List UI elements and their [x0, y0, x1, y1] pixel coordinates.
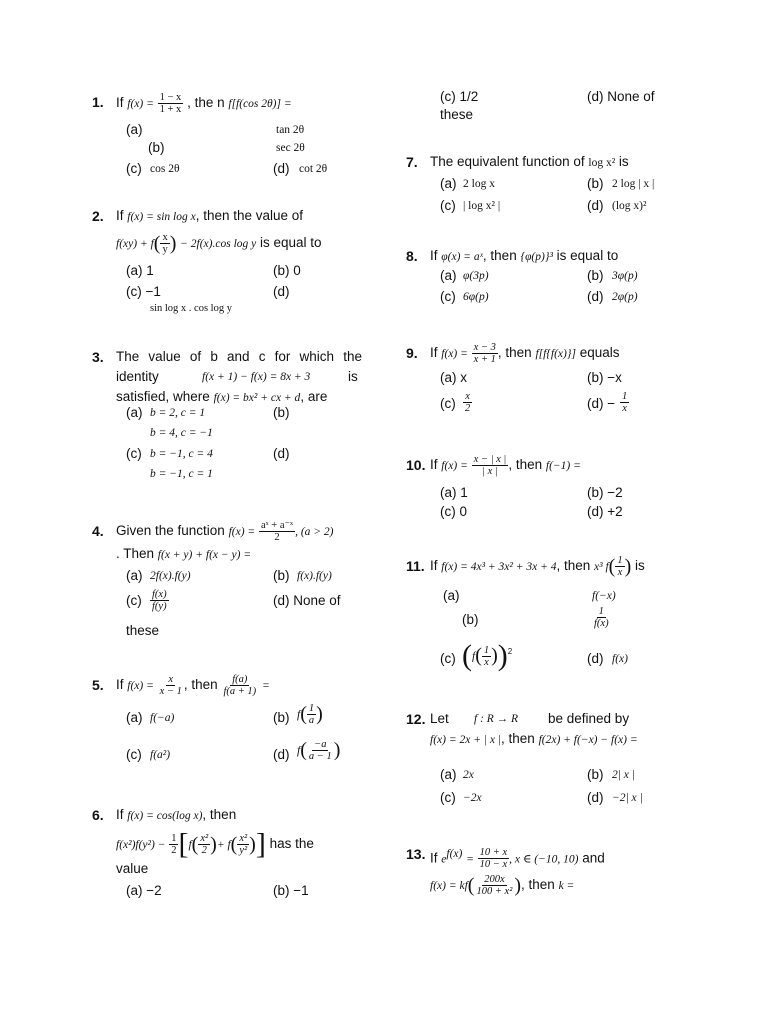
option-b-value: f( $\frac{1}{a}$ ): [297, 703, 323, 726]
option-c-label[interactable]: (c): [440, 396, 456, 411]
text: If: [116, 677, 124, 692]
option-d[interactable]: (d) None of: [587, 89, 655, 104]
question-13: 13. If $e^{f(x)}$ = $\frac{10 + x}{10 - x}$ , x ∈ (−10, 10) and f(x) = kf( $\frac{200x}{\text{100 + x²}}$ ), then k =: [430, 840, 690, 902]
math: e: [441, 853, 447, 866]
math: f(x) = 2x + | x |: [430, 734, 502, 746]
question-number: 9.: [406, 345, 418, 361]
option-d-label[interactable]: (d): [587, 651, 604, 666]
fraction: $\frac{f(a)}{f(a + 1)}$: [223, 673, 257, 697]
option-b-label[interactable]: (b): [462, 612, 479, 627]
text: , are: [300, 389, 328, 404]
text: , then: [202, 807, 237, 822]
question-number: 6.: [92, 807, 104, 823]
text: is: [618, 154, 629, 169]
option-d-label[interactable]: (d): [273, 284, 290, 299]
math: =: [261, 680, 270, 692]
option-d-value: f(x): [612, 653, 628, 665]
option-a[interactable]: (a) −2: [126, 883, 162, 898]
text: Let: [430, 711, 449, 726]
option-b-label[interactable]: (b): [273, 405, 290, 420]
question-1: [92, 92, 366, 115]
fraction: $\frac{1 - x}{1 + x}$: [159, 92, 182, 115]
math: f(2x) + f(−x) − f(x) =: [538, 734, 638, 746]
option-d-continued: these: [440, 107, 474, 122]
option-c-label[interactable]: (c): [126, 593, 142, 608]
math: x³ f: [594, 561, 609, 573]
math: f[f{f(x)}]: [535, 348, 576, 360]
option-b[interactable]: (b) −1: [273, 883, 309, 898]
option-a-label[interactable]: (a): [126, 710, 143, 725]
option-c-label[interactable]: (c): [126, 446, 142, 461]
option-b-value: f(x).f(y): [297, 570, 332, 582]
question-8: [406, 246, 690, 266]
text: , then: [183, 677, 218, 692]
text: is equal to: [260, 235, 322, 250]
fraction: $\frac{10 + x}{10 - x}$: [479, 847, 508, 871]
question-number: 11.: [406, 558, 425, 574]
option-c-value: cos 2θ: [150, 163, 180, 175]
fraction: $\frac{x}{y}$: [162, 231, 168, 255]
text: , then: [497, 345, 532, 360]
math: f(x) =: [228, 526, 256, 538]
text: satisfied, where: [116, 389, 210, 404]
fraction: $\frac{200x}{\text{100 + x²}}$: [476, 873, 513, 897]
text: If: [430, 850, 438, 866]
option-c-value: 6φ(p): [463, 291, 489, 303]
question-7: [406, 152, 690, 172]
option-b-value: 2| x |: [612, 769, 635, 781]
question-12: [406, 709, 676, 749]
fraction: $\frac{1}{x}$: [617, 554, 623, 578]
option-b[interactable]: (b) −2: [587, 485, 623, 500]
option-b-label[interactable]: (b): [587, 767, 604, 782]
option-b-label[interactable]: (b): [587, 268, 604, 283]
math: {φ(p)}³: [520, 251, 553, 263]
option-d-value: cot 2θ: [299, 163, 328, 175]
text: is equal to: [556, 248, 619, 263]
option-a-value: 2 log x: [463, 178, 495, 190]
text: , the n: [187, 95, 225, 111]
option-b-value: b = 4, c = −1: [150, 427, 213, 439]
option-d-value: 2φ(p): [612, 291, 638, 303]
option-c-label[interactable]: (c): [126, 747, 142, 762]
text: has the: [269, 836, 314, 851]
text: If: [430, 558, 438, 573]
option-d-continued: these: [126, 623, 160, 638]
option-c-value: $\frac{f(x)}{f(y)}$: [152, 589, 167, 612]
math: f: [188, 839, 192, 851]
question-number: 4.: [92, 523, 104, 539]
math: φ(x) = aˣ: [441, 251, 483, 263]
text: If: [116, 95, 124, 111]
option-d-value: f( $\frac{-a}{a - 1}$ ): [297, 739, 341, 762]
math: + f: [216, 839, 231, 851]
option-c-value: (f( $\frac{1}{x}$ ))$^2$: [462, 639, 513, 672]
option-c-value: | log x² |: [463, 200, 501, 212]
math: f[f(cos 2θ)] =: [228, 98, 292, 111]
option-a[interactable]: (a) 1: [126, 263, 154, 278]
fraction: $\frac{1}{2}$: [171, 832, 177, 856]
math: f(x) = sin log x: [127, 211, 196, 223]
text: If: [430, 457, 438, 472]
math: f(x²)f(y²) −: [116, 839, 166, 851]
option-a-label[interactable]: (a): [440, 176, 457, 191]
option-c-value: $\frac{x}{2}$: [465, 391, 471, 414]
option-d-value: −2| x |: [612, 792, 643, 804]
question-number: 10.: [406, 457, 426, 473]
option-a-value: φ(3p): [463, 270, 489, 282]
option-d-label[interactable]: (d) −: [587, 396, 616, 411]
math: f(x) =: [441, 460, 468, 472]
option-d-value: (log x)²: [612, 200, 647, 212]
option-a-value: b = 2, c = 1: [150, 407, 206, 419]
math: f(x + y) + f(x − y) =: [157, 549, 252, 561]
option-d-value: $\frac{1}{x}$: [622, 391, 628, 414]
question-3: [92, 347, 362, 407]
option-d-label[interactable]: (d): [273, 161, 290, 176]
question-number: 2.: [92, 208, 104, 224]
option-b-label[interactable]: (b): [587, 176, 604, 191]
option-c-label[interactable]: (c): [440, 198, 456, 213]
question-number: 1.: [92, 94, 104, 110]
math: f(x) = kf: [430, 880, 468, 892]
question-number: 7.: [406, 154, 418, 170]
option-d[interactable]: (d) None of: [273, 593, 341, 608]
fraction: $\frac{x - | x |}{| x |}$: [473, 453, 507, 477]
text: , then the value of: [195, 208, 304, 223]
math: f(−1) =: [545, 460, 581, 472]
fraction: $\frac{x}{x - 1}$: [159, 673, 182, 697]
option-c-value: b = −1, c = 4: [150, 448, 213, 460]
option-c-label[interactable]: (c): [126, 161, 142, 176]
option-b[interactable]: (b) 0: [273, 263, 301, 278]
option-d-label[interactable]: (d): [587, 790, 604, 805]
option-a[interactable]: (a) 1: [440, 485, 468, 500]
option-c-value: f(a²): [150, 749, 171, 761]
question-number: 3.: [92, 349, 104, 365]
math: f(x + 1) − f(x) = 8x + 3: [202, 371, 311, 383]
question-4: [92, 518, 366, 564]
option-c[interactable]: (c) 1/2: [440, 89, 479, 104]
option-a-value: 2x: [463, 769, 474, 781]
option-c-label[interactable]: (c): [440, 289, 456, 304]
question-5: [92, 672, 366, 698]
option-c[interactable]: (c) −1: [126, 284, 161, 299]
option-d-label[interactable]: (d): [273, 747, 290, 762]
text: , then: [521, 877, 555, 892]
text: value: [116, 861, 149, 876]
question-2: 2. If f(x) = sin log x, then the value of f(xy) + f( $\frac{x}{y}$ ) − 2f(x).cos log y is equal to: [92, 208, 322, 255]
option-a-label[interactable]: (a): [126, 405, 143, 420]
text: , then: [556, 558, 591, 573]
text: and: [582, 850, 605, 866]
question-6: 6. If f(x) = cos(log x), then f(x²)f(y²) − $\frac{1}{2}$ [f( $\frac{\text{x²}}{2}$ )+ f( $\frac{\text{x²}}{\text{y²}}$ )] has the value: [92, 807, 314, 876]
text: be defined by: [548, 711, 630, 726]
math: f(x) = 4x³ + 3x² + 3x + 4: [441, 561, 557, 573]
math: log x²: [588, 157, 616, 169]
math: f(x) =: [127, 680, 154, 692]
option-d-label[interactable]: (d): [587, 289, 604, 304]
option-a-value: tan 2θ: [276, 124, 305, 136]
math: , (a > 2): [295, 526, 334, 538]
option-d-value: sin log x . cos log y: [150, 303, 232, 314]
question-9: [406, 340, 690, 366]
option-d-value: b = −1, c = 1: [150, 468, 213, 480]
text: identity: [116, 369, 159, 384]
math: =: [466, 853, 474, 866]
question-number: 13.: [406, 846, 426, 862]
text: , then: [508, 457, 543, 472]
question-number: 12.: [406, 711, 426, 727]
text: If: [430, 248, 438, 263]
text: equals: [579, 345, 620, 360]
option-b-value: sec 2θ: [276, 142, 305, 154]
option-c-label[interactable]: (c): [440, 790, 456, 805]
text: The equivalent function of: [430, 154, 585, 169]
option-a-label[interactable]: (a): [126, 122, 143, 137]
math: f(xy) + f: [116, 238, 154, 250]
option-a-value: f(−a): [150, 712, 175, 724]
option-b-label[interactable]: (b): [148, 140, 165, 155]
math: f(x) =: [127, 98, 154, 111]
text: . Then: [116, 546, 155, 561]
math: f(x): [446, 848, 463, 860]
math: f(x) =: [441, 348, 468, 360]
option-d-label[interactable]: (d): [587, 198, 604, 213]
question-number: 5.: [92, 677, 104, 693]
fraction: $\frac{\text{aˣ + a⁻ˣ}}{2}$: [260, 519, 294, 543]
option-c[interactable]: (c) 0: [440, 504, 467, 519]
text: The value of b and c for which the: [116, 349, 362, 364]
option-d[interactable]: (d) +2: [587, 504, 623, 519]
math: , x ∈ (−10, 10): [509, 853, 579, 866]
text: If: [430, 345, 438, 360]
option-a-value: f(−x): [592, 590, 616, 602]
option-b[interactable]: (b) −x: [587, 370, 622, 385]
text: , then: [482, 248, 517, 263]
math: f : R → R: [474, 713, 519, 725]
text: Given the function: [116, 523, 225, 538]
option-b-value: $\frac{1}{f(x)}$: [594, 606, 609, 629]
option-d-label[interactable]: (d): [273, 446, 290, 461]
option-b-label[interactable]: (b): [273, 710, 290, 725]
option-b-value: 2 log | x |: [612, 178, 655, 190]
option-b-value: 3φ(p): [612, 270, 638, 282]
option-a-label[interactable]: (a): [440, 268, 457, 283]
question-11: 11. If f(x) = 4x³ + 3x² + 3x + 4, then x³ f( $\frac{1}{x}$ ) is: [430, 552, 690, 580]
math: k =: [558, 880, 575, 892]
option-a-label[interactable]: (a): [440, 767, 457, 782]
math: − 2f(x).cos log y: [180, 238, 257, 250]
math: f(x) = bx² + cx + d: [213, 392, 301, 404]
text: If: [116, 807, 124, 822]
option-a-label[interactable]: (a): [443, 588, 460, 603]
option-a-value: 2f(x).f(y): [150, 570, 191, 582]
text: is: [635, 558, 645, 573]
option-b-label[interactable]: (b): [273, 568, 290, 583]
text: is: [348, 369, 358, 384]
question-10: [406, 452, 690, 478]
math: f(x) = cos(log x): [127, 810, 203, 822]
option-c-label[interactable]: (c): [440, 651, 456, 666]
option-a[interactable]: (a) x: [440, 370, 467, 385]
text: If: [116, 208, 124, 223]
question-number: 8.: [406, 248, 418, 264]
fraction: $\frac{x - 3}{x + 1}$: [473, 341, 496, 365]
option-c-value: −2x: [463, 792, 482, 804]
text: , then: [501, 731, 535, 746]
option-a-label[interactable]: (a): [126, 568, 143, 583]
